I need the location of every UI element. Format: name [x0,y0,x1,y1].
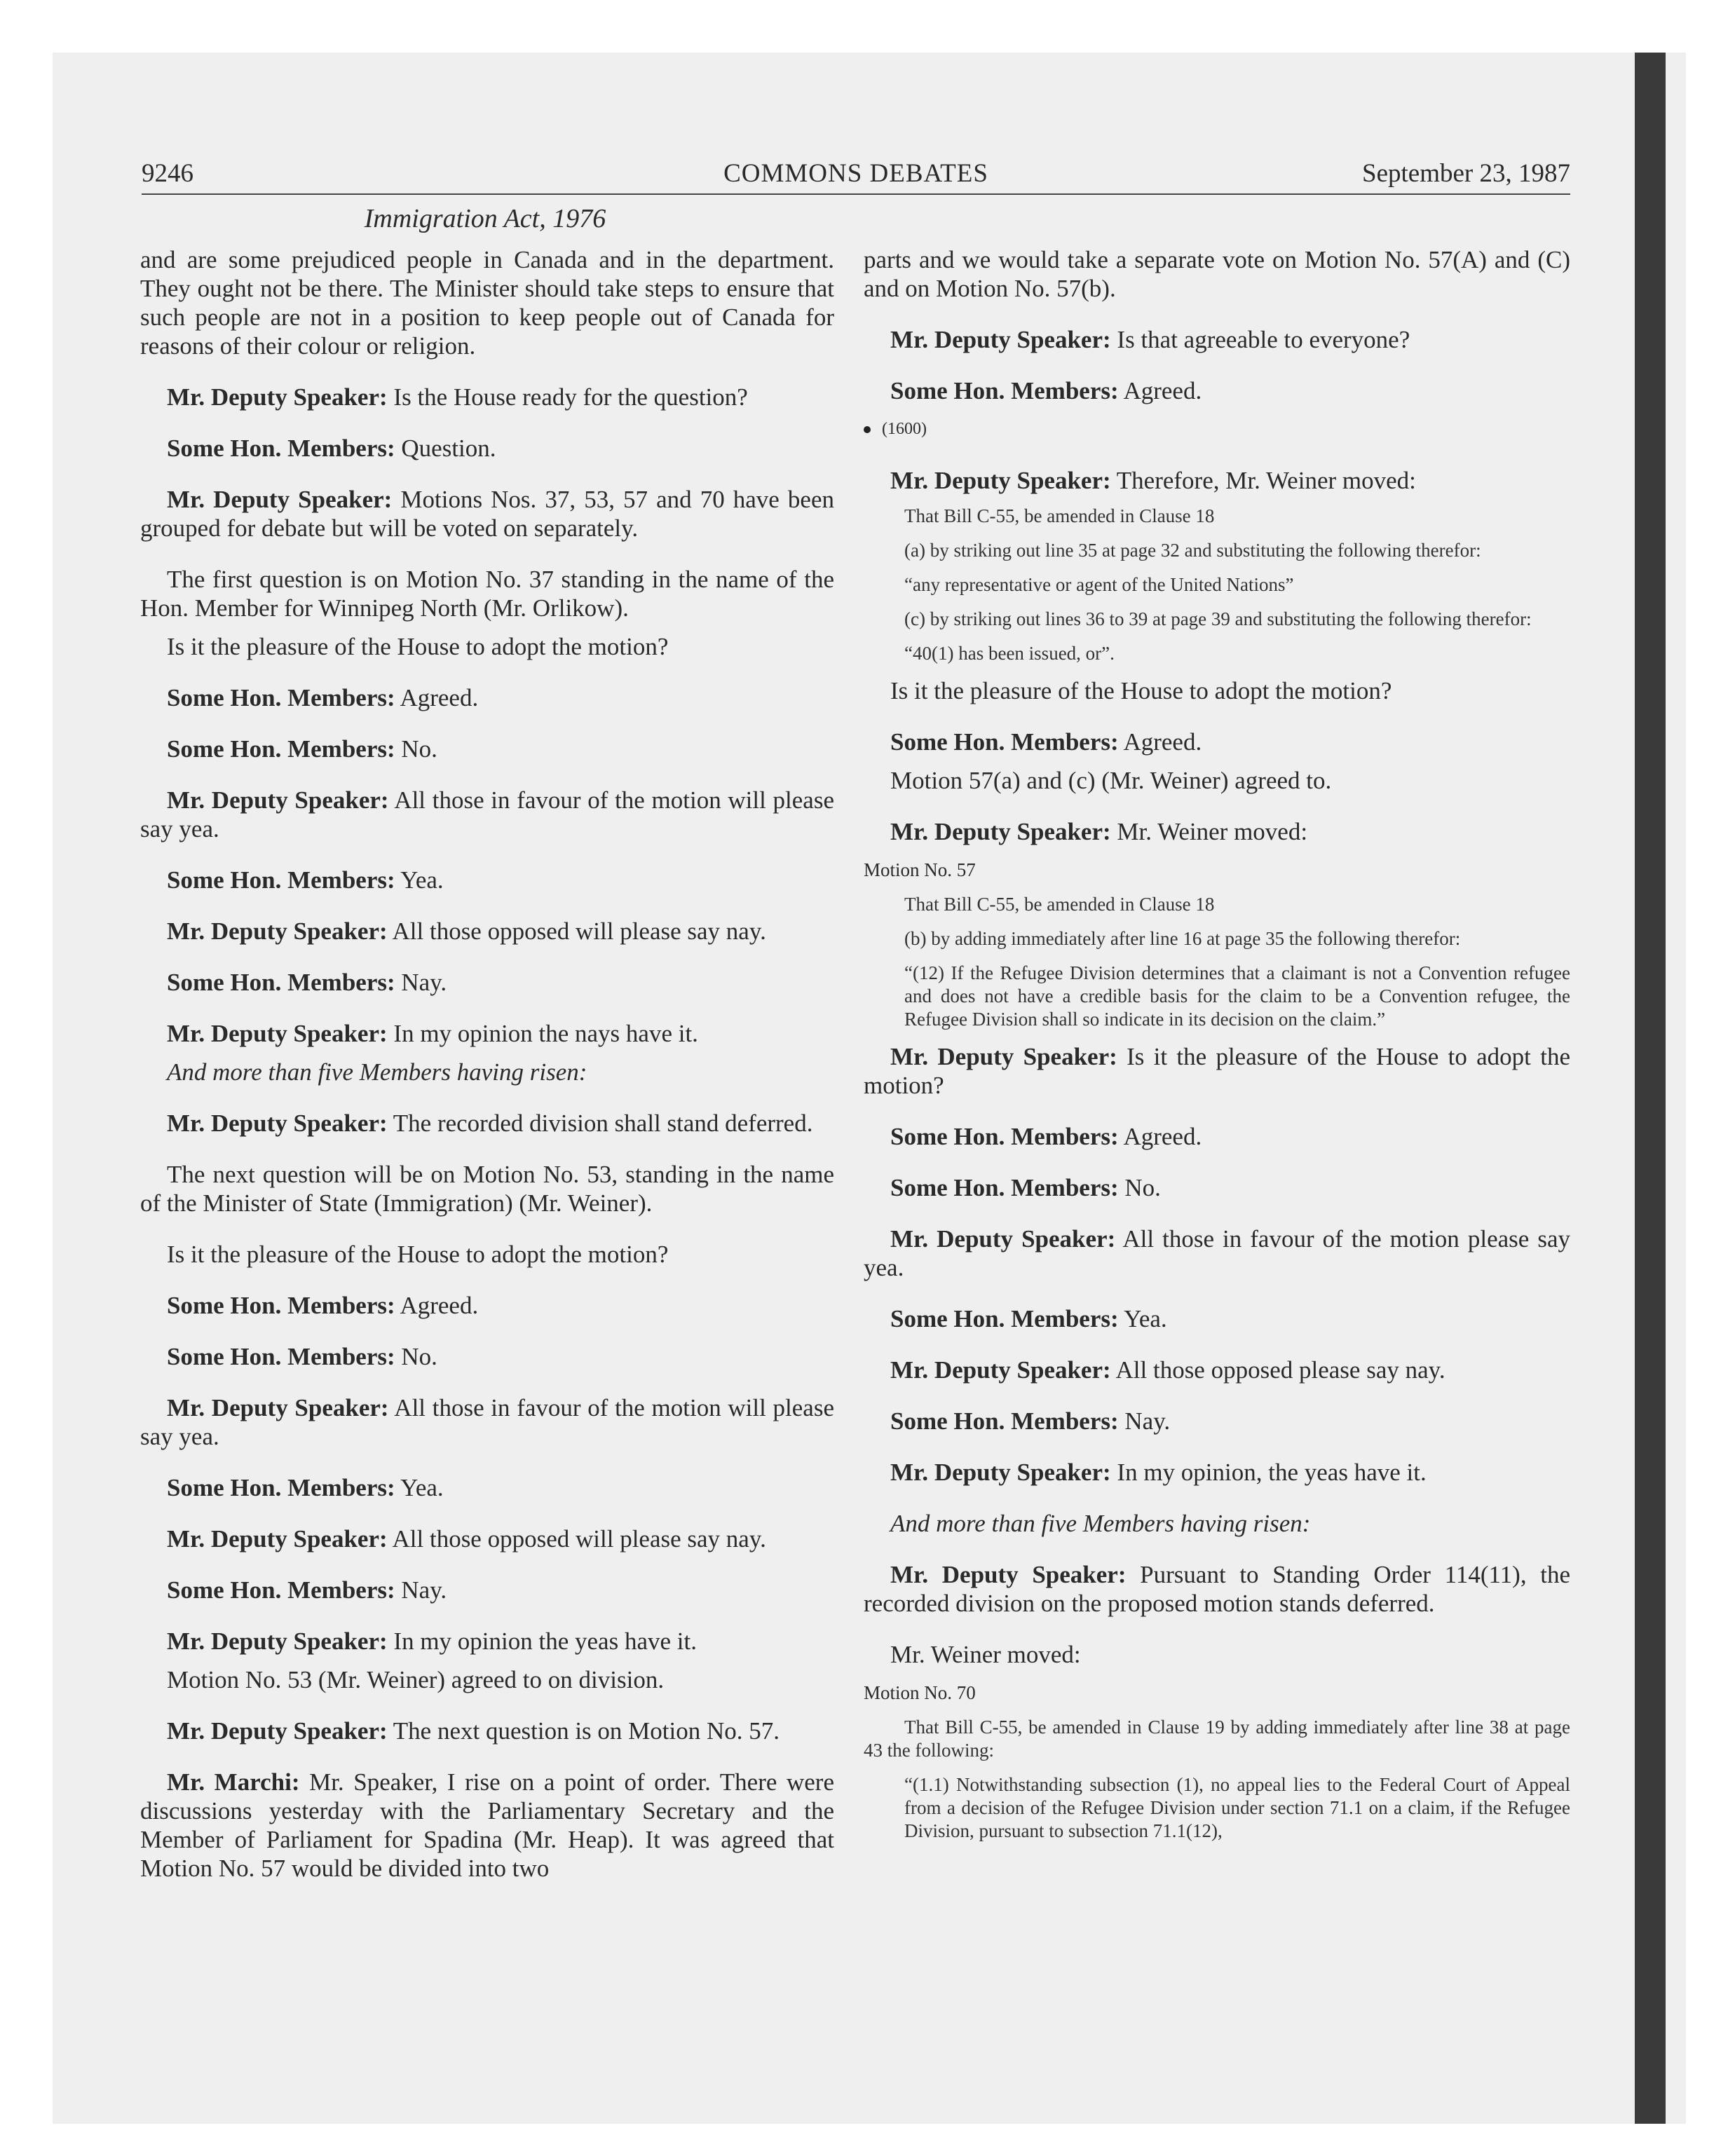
speech-text: Mr. Speaker, I rise on a point of order. There were discussions yesterday with the Parliamentary Secretary and the Member of Parliament for Spadina (Mr. Heap). It was agreed that Motion No. 57 would be divided into two [140,1768,834,1882]
speech [140,1627,834,1656]
page-edge-shadow [1635,53,1666,2124]
speech [140,735,834,763]
bullet-icon [864,426,871,433]
page-header [142,158,1570,195]
speaker: Mr. Deputy Speaker: [167,1020,388,1047]
motion-text [864,1716,1570,1843]
speaker: Mr. Deputy Speaker: [890,1356,1111,1384]
left-column [140,245,834,1905]
speaker: Mr. Deputy Speaker: [167,1628,388,1655]
speech [140,1473,834,1502]
speaker: Some Hon. Members: [890,1123,1119,1150]
speech-text: Is it the pleasure of the House to adopt the motion? [864,1043,1570,1099]
speaker: Some Hon. Members: [167,969,395,996]
speech [864,817,1570,846]
speaker: Mr. Deputy Speaker: [167,486,393,513]
speech [140,1576,834,1604]
speech [140,1768,834,1883]
speaker: Some Hon. Members: [167,1576,395,1604]
speech-text: Agreed. [395,684,479,711]
speech-text: Agreed. [1118,377,1202,404]
speech-text: Agreed. [1118,728,1202,756]
speech-text: All those opposed will please say nay. [387,1525,766,1553]
speaker: Mr. Deputy Speaker: [167,786,389,814]
speaker: Some Hon. Members: [890,1407,1119,1435]
motion-line: “(12) If the Refugee Division determines that a claimant is not a Convention refugee and does not have a credible basis for the claim to be a Convention refugee, the Refugee Division shall so indicate in its decision on the claim.” [904,962,1570,1030]
speech-text: Yea. [1118,1305,1167,1332]
motion-line: (b) by adding immediately after line 16 at page 35 the following therefor: [904,928,1461,949]
speaker: Some Hon. Members: [167,1474,395,1501]
speech-text: All those in favour of the motion will please say yea. [140,786,834,842]
speech [140,917,834,946]
motion-line: That Bill C-55, be amended in Clause 18 [904,505,1215,526]
speech-text: The recorded division shall stand deferred. [387,1110,813,1137]
speech [864,728,1570,756]
speech-text: In my opinion the yeas have it. [387,1628,697,1655]
speech [140,1019,834,1048]
speech [864,1304,1570,1333]
speech [864,1224,1570,1282]
speech-text: Is the House ready for the question? [387,383,748,411]
speech-text: All those opposed please say nay. [1110,1356,1445,1384]
speech-text: Question. [395,435,496,462]
paragraph: Motion No. 53 (Mr. Weiner) agreed to on division. [167,1666,665,1693]
speaker: Some Hon. Members: [167,1343,395,1370]
speech-text: All those in favour of the motion please say yea. [864,1225,1570,1281]
speech-text: Agreed. [1118,1123,1202,1150]
speech-text: The next question is on Motion No. 57. [387,1717,780,1745]
speaker: Some Hon. Members: [167,866,395,894]
page-number: 9246 [142,159,193,188]
motion-label: Motion No. 70 [864,1682,976,1703]
speech [864,325,1570,354]
speech-text: Agreed. [395,1292,479,1319]
speaker: Some Hon. Members: [167,1292,395,1319]
speaker: Some Hon. Members: [167,435,395,462]
speaker: Some Hon. Members: [890,1305,1119,1332]
speech-text: No. [1118,1174,1161,1201]
motion-text [864,505,1570,665]
speaker: Mr. Deputy Speaker: [167,383,388,411]
speech-text: In my opinion the nays have it. [387,1020,698,1047]
speech [864,1356,1570,1384]
speech [140,1291,834,1320]
motion-line: “40(1) has been issued, or”. [904,643,1115,664]
motion-line: “any representative or agent of the United Nations” [904,574,1294,595]
motion-line: (c) by striking out lines 36 to 39 at page 39 and substituting the following therefor: [904,608,1532,629]
speaker: Mr. Deputy Speaker: [167,1110,388,1137]
paragraph: Motion 57(a) and (c) (Mr. Weiner) agreed to. [890,767,1332,794]
section-heading: Immigration Act, 1976 [364,204,606,233]
speech-text: Nay. [395,1576,447,1604]
speaker: Mr. Deputy Speaker: [167,917,388,945]
speaker: Some Hon. Members: [167,735,395,763]
speech [864,1173,1570,1202]
paragraph: Is it the pleasure of the House to adopt the motion? [167,633,669,660]
speaker: Mr. Deputy Speaker: [890,818,1111,845]
publication-date: September 23, 1987 [1362,159,1570,188]
speech [864,1560,1570,1618]
speech-text: In my opinion, the yeas have it. [1110,1459,1427,1486]
paragraph: The next question will be on Motion No. 53, standing in the name of the Minister of State (Immigration) (Mr. Weiner). [140,1161,834,1217]
paragraph: The first question is on Motion No. 37 standing in the name of the Hon. Member for Winnipeg North (Mr. Orlikow). [140,566,834,622]
speech [140,866,834,894]
speech [864,1122,1570,1151]
paragraph: and are some prejudiced people in Canada and in the department. They ought not be there. The Minister should take steps to ensure that such people are not in a position to keep people out of Canada for reasons of their colour or religion. [140,246,834,360]
paragraph: parts and we would take a separate vote on Motion No. 57(A) and (C) and on Motion No. 57(b). [864,246,1570,302]
speech-text: Nay. [1118,1407,1171,1435]
speech [864,1458,1570,1487]
speech-text: All those in favour of the motion will please say yea. [140,1394,834,1450]
speech [140,968,834,997]
speaker: Some Hon. Members: [890,1174,1119,1201]
speech [864,376,1570,405]
publication-title: COMMONS DEBATES [723,159,988,188]
speech [140,786,834,843]
motion-line: “(1.1) Notwithstanding subsection (1), no appeal lies to the Federal Court of Appeal from a decision of the Refugee Division under section 71.1 on a claim, if the Refugee Division, pursuant to subsection 71.1(12), [904,1774,1570,1841]
speech [140,1717,834,1745]
speech [140,683,834,712]
speaker: Mr. Deputy Speaker: [890,326,1111,353]
motion-line: (a) by striking out line 35 at page 32 and substituting the following therefor: [904,540,1481,561]
speech-text: Pursuant to Standing Order 114(11), the recorded division on the proposed motion stands deferred. [864,1561,1570,1617]
paragraph: Is it the pleasure of the House to adopt the motion? [890,677,1392,704]
speaker: Mr. Marchi: [167,1768,300,1796]
speaker: Some Hon. Members: [890,728,1119,756]
speaker: Some Hon. Members: [890,377,1119,404]
speech-text: Mr. Weiner moved: [1110,818,1308,845]
motion-line: That Bill C-55, be amended in Clause 19 by adding immediately after line 38 at page 43 the following: [864,1717,1570,1761]
speaker: Mr. Deputy Speaker: [890,1561,1127,1588]
speech [140,1109,834,1138]
speech-text: All those opposed will please say nay. [387,917,766,945]
speech-text: Yea. [395,866,444,894]
speech [864,1042,1570,1100]
motion-label: Motion No. 57 [864,859,976,880]
speech [864,466,1570,495]
speech-text: Motions Nos. 37, 53, 57 and 70 have been grouped for debate but will be voted on separately. [140,486,834,542]
speech-text: Is that agreeable to everyone? [1110,326,1410,353]
speaker: Mr. Deputy Speaker: [890,1459,1111,1486]
paragraph: Mr. Weiner moved: [890,1641,1081,1668]
speaker: Mr. Deputy Speaker: [167,1717,388,1745]
speaker: Mr. Deputy Speaker: [890,467,1111,494]
time-marker [864,415,1570,444]
speaker: Mr. Deputy Speaker: [167,1525,388,1553]
speech [140,383,834,411]
speech [140,1393,834,1451]
speech-text: Yea. [395,1474,444,1501]
right-column [864,245,1570,1854]
speaker: Some Hon. Members: [167,684,395,711]
speech [140,434,834,463]
speech [140,485,834,543]
time-stamp: (1600) [882,420,927,438]
speaker: Mr. Deputy Speaker: [890,1043,1117,1070]
speech-text: No. [395,1343,437,1370]
speaker: Mr. Deputy Speaker: [167,1394,389,1421]
speech-text: Nay. [395,969,447,996]
motion-text [864,893,1570,1031]
stage-direction: And more than five Members having risen: [890,1510,1311,1537]
paragraph: Is it the pleasure of the House to adopt the motion? [167,1241,669,1268]
speech [864,1407,1570,1435]
speech-text: No. [395,735,437,763]
motion-line: That Bill C-55, be amended in Clause 18 [904,894,1215,915]
speech [140,1342,834,1371]
speaker: Mr. Deputy Speaker: [890,1225,1116,1253]
speech-text: Therefore, Mr. Weiner moved: [1110,467,1416,494]
speech [140,1524,834,1553]
stage-direction: And more than five Members having risen: [167,1058,587,1086]
